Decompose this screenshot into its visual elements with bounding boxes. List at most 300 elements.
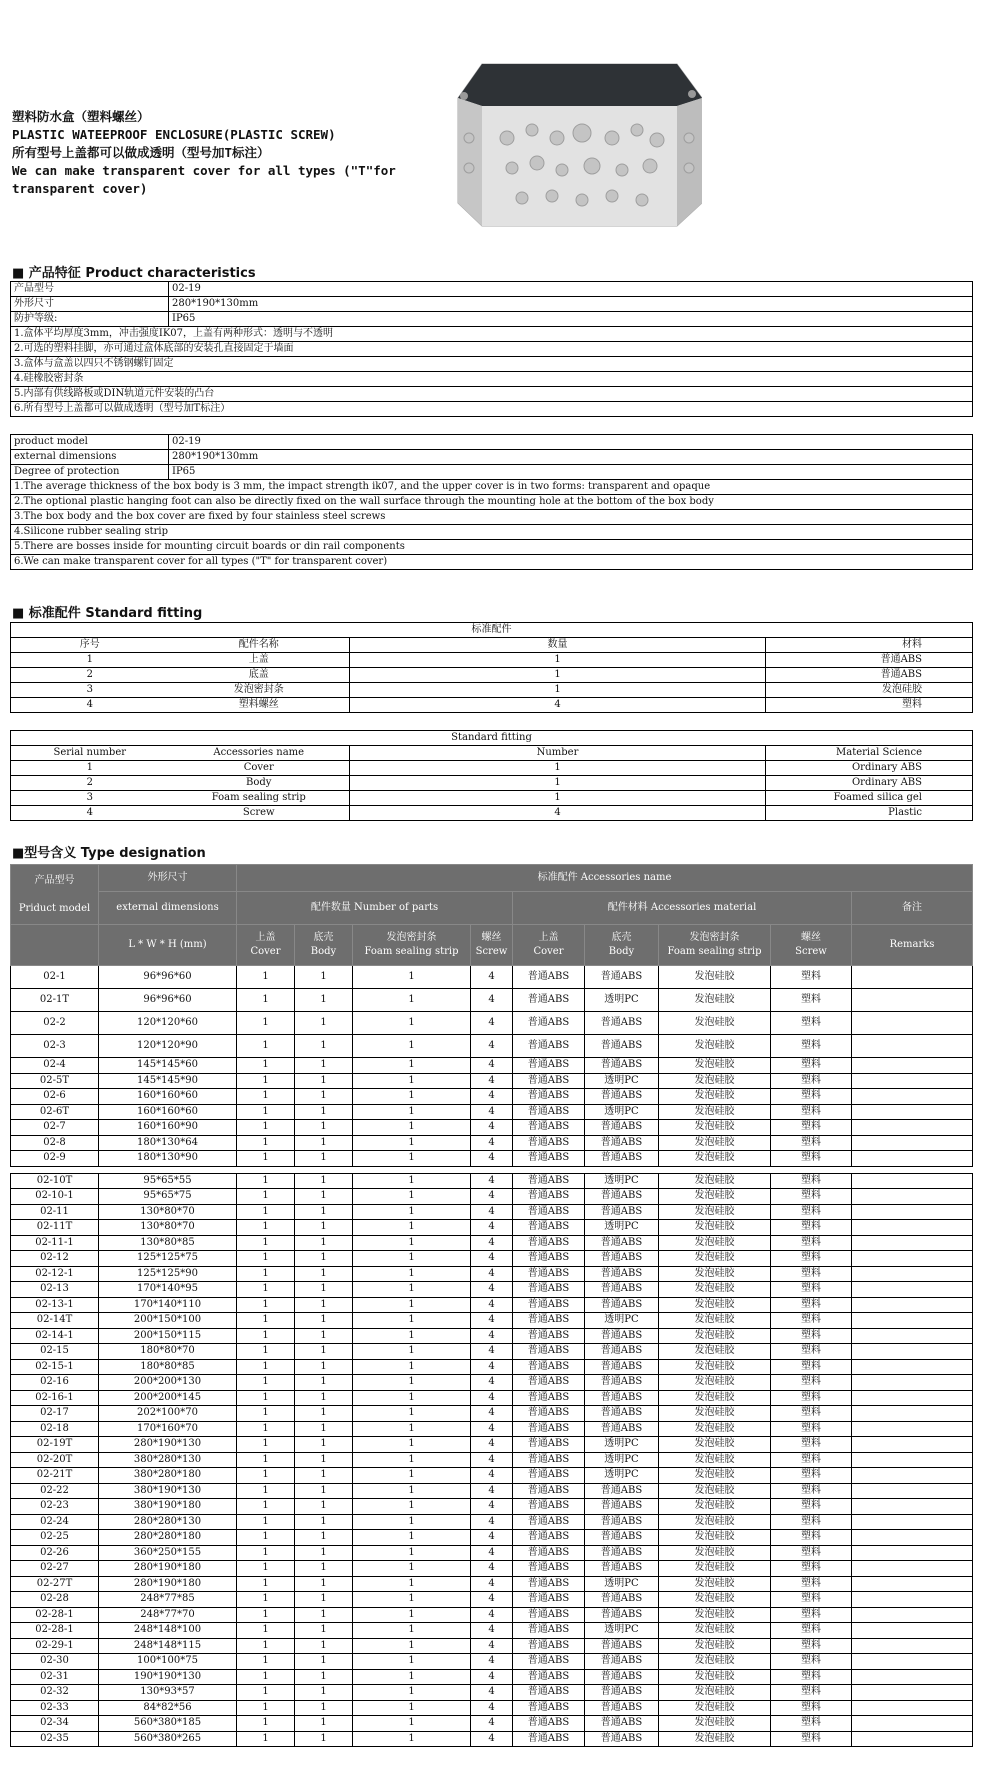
table-cell: 4 [471, 1452, 513, 1468]
table-cell: 4 [471, 1266, 513, 1282]
table-cell: 4 [471, 1359, 513, 1375]
table-row [11, 1607, 973, 1623]
fitting-table-title: Standard fitting [11, 731, 973, 746]
table-cell: 02-3 [11, 1035, 99, 1058]
table-cell: 02-11 [11, 1204, 99, 1220]
table-cell: 1 [353, 1173, 471, 1189]
header-dimensions-en: external dimensions [99, 892, 237, 925]
table-cell: 普通ABS [585, 1035, 659, 1058]
spec-row [11, 297, 973, 312]
table-cell: 发泡硅胶 [659, 1669, 771, 1685]
table-cell: 塑料 [771, 1669, 852, 1685]
table-cell: 发泡硅胶 [659, 1204, 771, 1220]
table-cell: 1 [237, 1235, 295, 1251]
table-cell: 1 [237, 1530, 295, 1546]
table-cell: 普通ABS [513, 1344, 585, 1360]
table-cell: 02-9 [11, 1151, 99, 1167]
table-cell: 4 [471, 1058, 513, 1074]
table-cell: 普通ABS [513, 1530, 585, 1546]
fitting-cell: 1 [350, 776, 766, 791]
header-subcolumn: 螺丝 Screw [471, 925, 513, 966]
fitting-header: 材料 [766, 638, 973, 653]
table-cell: 1 [353, 1235, 471, 1251]
table-cell: 145*145*90 [99, 1073, 237, 1089]
table-cell: 发泡硅胶 [659, 1623, 771, 1639]
table-cell: 1 [295, 1390, 353, 1406]
table-cell: 透明PC [585, 1173, 659, 1189]
table-cell: 1 [295, 1638, 353, 1654]
fitting-cell: 1 [11, 761, 169, 776]
table-cell: 1 [237, 1297, 295, 1313]
spec-value: 280*190*130mm [169, 450, 973, 465]
table-row [11, 1452, 973, 1468]
fitting-header: Accessories name [169, 746, 350, 761]
table-cell: 普通ABS [585, 1375, 659, 1391]
table-row [11, 1135, 973, 1151]
table-cell: 普通ABS [585, 1421, 659, 1437]
table-cell: 塑料 [771, 1282, 852, 1298]
table-cell: 120*120*60 [99, 1012, 237, 1035]
table-cell: 1 [237, 1120, 295, 1136]
table-cell: 塑料 [771, 1576, 852, 1592]
transparent-note-en-2: transparent cover) [12, 181, 148, 196]
table-cell: 普通ABS [585, 1607, 659, 1623]
table-cell: 塑料 [771, 1189, 852, 1205]
section-heading-characteristics: ■ 产品特征 Product characteristics [12, 266, 256, 281]
table-cell: 普通ABS [513, 1235, 585, 1251]
table-cell: 普通ABS [513, 1561, 585, 1577]
table-cell: 塑料 [771, 1073, 852, 1089]
table-cell: 4 [471, 1499, 513, 1515]
fitting-cell: 3 [11, 791, 169, 806]
fitting-row [11, 668, 973, 683]
table-cell: 1 [295, 1421, 353, 1437]
fitting-table-en [10, 730, 973, 821]
fitting-header: 数量 [350, 638, 766, 653]
table-cell: 普通ABS [513, 1173, 585, 1189]
table-cell: 1 [295, 1685, 353, 1701]
table-cell: 02-1T [11, 989, 99, 1012]
transparent-note-en-1: We can make transparent cover for all types ("T"for [12, 163, 396, 178]
table-cell: 塑料 [771, 1654, 852, 1670]
table-cell: 1 [353, 1282, 471, 1298]
table-cell: 1 [353, 1437, 471, 1453]
table-cell: 普通ABS [585, 1297, 659, 1313]
table-cell: 4 [471, 1576, 513, 1592]
table-cell: 1 [295, 1530, 353, 1546]
table-cell: 1 [237, 1452, 295, 1468]
table-cell: 1 [353, 1499, 471, 1515]
table-cell: 1 [353, 1313, 471, 1329]
table-cell: 发泡硅胶 [659, 1468, 771, 1484]
fitting-row [11, 698, 973, 713]
fitting-cell: Ordinary ABS [766, 761, 973, 776]
table-cell: 1 [353, 1731, 471, 1747]
table-cell: 4 [471, 1545, 513, 1561]
spec-note-row [11, 495, 973, 510]
table-cell: 1 [353, 1089, 471, 1105]
table-cell: 普通ABS [513, 1058, 585, 1074]
remarks-cell [852, 1592, 973, 1608]
table-cell: 1 [237, 1073, 295, 1089]
table-cell: 02-35 [11, 1731, 99, 1747]
table-cell: 4 [471, 1685, 513, 1701]
table-cell: 1 [237, 1035, 295, 1058]
fitting-cell: 1 [350, 683, 766, 698]
fitting-row [11, 761, 973, 776]
table-cell: 248*148*100 [99, 1623, 237, 1639]
spec-value: 02-19 [169, 435, 973, 450]
table-cell: 发泡硅胶 [659, 1173, 771, 1189]
remarks-cell [852, 1514, 973, 1530]
table-cell: 1 [295, 1035, 353, 1058]
spec-row [11, 282, 973, 297]
table-row [11, 1235, 973, 1251]
table-cell: 普通ABS [513, 1313, 585, 1329]
fitting-cell: Ordinary ABS [766, 776, 973, 791]
table-cell: 普通ABS [513, 1700, 585, 1716]
table-cell: 1 [353, 1592, 471, 1608]
table-row [11, 1669, 973, 1685]
table-cell: 普通ABS [585, 1089, 659, 1105]
table-cell: 发泡硅胶 [659, 1313, 771, 1329]
table-cell: 280*280*180 [99, 1530, 237, 1546]
table-cell: 1 [353, 1073, 471, 1089]
table-cell: 02-20T [11, 1452, 99, 1468]
table-cell: 发泡硅胶 [659, 1297, 771, 1313]
header-subcolumn: 发泡密封条 Foam sealing strip [659, 925, 771, 966]
table-row [11, 1406, 973, 1422]
table-cell: 1 [295, 1359, 353, 1375]
table-cell: 380*190*180 [99, 1499, 237, 1515]
table-cell: 塑料 [771, 1499, 852, 1515]
table-cell: 1 [295, 1089, 353, 1105]
table-cell: 1 [237, 1576, 295, 1592]
table-cell: 4 [471, 989, 513, 1012]
table-row [11, 1012, 973, 1035]
table-cell: 塑料 [771, 1731, 852, 1747]
table-cell: 普通ABS [585, 1251, 659, 1267]
table-cell: 透明PC [585, 1104, 659, 1120]
table-cell: 塑料 [771, 989, 852, 1012]
table-cell: 4 [471, 1731, 513, 1747]
table-cell: 普通ABS [513, 1576, 585, 1592]
table-cell: 塑料 [771, 1545, 852, 1561]
table-cell: 02-6 [11, 1089, 99, 1105]
remarks-cell [852, 1406, 973, 1422]
table-cell: 95*65*75 [99, 1189, 237, 1205]
table-cell: 普通ABS [585, 1189, 659, 1205]
table-cell: 4 [471, 1530, 513, 1546]
table-cell: 02-25 [11, 1530, 99, 1546]
table-cell: 1 [295, 1220, 353, 1236]
table-cell: 170*140*95 [99, 1282, 237, 1298]
spec-key: 产品型号 [11, 282, 169, 297]
table-cell: 1 [295, 966, 353, 989]
type-designation-table [10, 864, 973, 1747]
table-cell: 200*150*115 [99, 1328, 237, 1344]
fitting-cell: 普通ABS [766, 668, 973, 683]
table-cell: 170*140*110 [99, 1297, 237, 1313]
table-cell: 4 [471, 1012, 513, 1035]
table-cell: 普通ABS [513, 1375, 585, 1391]
table-row [11, 1313, 973, 1329]
remarks-cell [852, 1623, 973, 1639]
table-cell: 普通ABS [513, 1468, 585, 1484]
table-cell: 1 [353, 1561, 471, 1577]
table-cell: 普通ABS [513, 1592, 585, 1608]
table-cell: 4 [471, 1035, 513, 1058]
table-cell: 1 [237, 1561, 295, 1577]
table-cell: 发泡硅胶 [659, 1499, 771, 1515]
table-row [11, 1328, 973, 1344]
table-cell: 248*77*70 [99, 1607, 237, 1623]
table-cell: 1 [353, 1406, 471, 1422]
table-cell: 4 [471, 1483, 513, 1499]
table-cell: 200*150*100 [99, 1313, 237, 1329]
table-cell: 560*380*185 [99, 1716, 237, 1732]
remarks-cell [852, 1390, 973, 1406]
table-row [11, 1120, 973, 1136]
fitting-row [11, 791, 973, 806]
table-cell: 塑料 [771, 1120, 852, 1136]
table-cell: 发泡硅胶 [659, 1452, 771, 1468]
table-cell: 发泡硅胶 [659, 1189, 771, 1205]
table-cell: 02-28-1 [11, 1623, 99, 1639]
table-row [11, 1623, 973, 1639]
spec-note-row [11, 327, 973, 342]
table-cell: 1 [353, 1452, 471, 1468]
fitting-cell: Plastic [766, 806, 973, 821]
table-cell: 普通ABS [513, 1638, 585, 1654]
table-cell: 4 [471, 1514, 513, 1530]
header-subcolumn: 上盖 Cover [237, 925, 295, 966]
table-cell: 02-4 [11, 1058, 99, 1074]
table-cell: 普通ABS [513, 1282, 585, 1298]
table-cell: 1 [237, 1623, 295, 1639]
table-cell: 塑料 [771, 1592, 852, 1608]
remarks-cell [852, 1437, 973, 1453]
table-cell: 普通ABS [585, 1530, 659, 1546]
table-cell: 普通ABS [513, 1685, 585, 1701]
header-subcolumn: 螺丝 Screw [771, 925, 852, 966]
table-cell: 塑料 [771, 1716, 852, 1732]
table-cell: 塑料 [771, 1406, 852, 1422]
table-cell: 1 [353, 1607, 471, 1623]
table-cell: 02-28-1 [11, 1607, 99, 1623]
table-cell: 普通ABS [585, 1151, 659, 1167]
table-cell: 普通ABS [585, 1638, 659, 1654]
table-cell: 1 [237, 1266, 295, 1282]
table-cell: 1 [295, 1297, 353, 1313]
table-cell: 02-12 [11, 1251, 99, 1267]
spec-note: 5.There are bosses inside for mounting circuit boards or din rail components [11, 540, 973, 555]
table-cell: 1 [237, 1716, 295, 1732]
table-cell: 发泡硅胶 [659, 1421, 771, 1437]
table-cell: 1 [353, 1204, 471, 1220]
table-cell: 4 [471, 1669, 513, 1685]
table-cell: 塑料 [771, 1313, 852, 1329]
table-cell: 1 [353, 1151, 471, 1167]
fitting-cell: 1 [350, 791, 766, 806]
remarks-cell [852, 1576, 973, 1592]
table-cell: 透明PC [585, 1437, 659, 1453]
remarks-cell [852, 1700, 973, 1716]
table-cell: 普通ABS [585, 1390, 659, 1406]
table-cell: 普通ABS [585, 1592, 659, 1608]
spec-value: IP65 [169, 465, 973, 480]
table-cell: 4 [471, 1716, 513, 1732]
table-cell: 02-21T [11, 1468, 99, 1484]
header-remarks: Remarks [852, 925, 973, 966]
table-cell: 1 [237, 989, 295, 1012]
fitting-cell: 1 [350, 668, 766, 683]
table-row [11, 1654, 973, 1670]
remarks-cell [852, 1282, 973, 1298]
table-cell: 普通ABS [513, 1189, 585, 1205]
remarks-cell [852, 1561, 973, 1577]
table-cell: 普通ABS [513, 1545, 585, 1561]
table-cell: 塑料 [771, 1058, 852, 1074]
table-cell: 4 [471, 966, 513, 989]
table-cell: 普通ABS [513, 1359, 585, 1375]
table-cell: 180*130*90 [99, 1151, 237, 1167]
table-cell: 4 [471, 1313, 513, 1329]
table-cell: 02-16 [11, 1375, 99, 1391]
table-cell: 普通ABS [585, 1344, 659, 1360]
table-cell: 塑料 [771, 1561, 852, 1577]
header-accessories: 标准配件 Accessories name [237, 865, 973, 892]
spec-key: 外形尺寸 [11, 297, 169, 312]
table-cell: 1 [353, 1375, 471, 1391]
remarks-cell [852, 1654, 973, 1670]
table-cell: 02-10-1 [11, 1189, 99, 1205]
spec-row [11, 465, 973, 480]
table-cell: 4 [471, 1204, 513, 1220]
table-cell: 380*280*180 [99, 1468, 237, 1484]
table-cell: 发泡硅胶 [659, 1561, 771, 1577]
table-cell: 塑料 [771, 1089, 852, 1105]
table-cell: 130*80*70 [99, 1220, 237, 1236]
table-cell: 塑料 [771, 1173, 852, 1189]
table-cell: 1 [353, 1421, 471, 1437]
table-cell: 塑料 [771, 1700, 852, 1716]
remarks-cell [852, 1012, 973, 1035]
table-cell: 普通ABS [513, 1151, 585, 1167]
table-cell: 塑料 [771, 1530, 852, 1546]
table-cell: 1 [237, 1058, 295, 1074]
spec-value: 280*190*130mm [169, 297, 973, 312]
table-cell: 1 [353, 1120, 471, 1136]
spec-row [11, 450, 973, 465]
table-row [11, 989, 973, 1012]
remarks-cell [852, 1173, 973, 1189]
table-cell: 普通ABS [513, 1483, 585, 1499]
header-dimensions-unit: L * W * H (mm) [99, 925, 237, 966]
remarks-cell [852, 966, 973, 989]
table-cell: 塑料 [771, 1104, 852, 1120]
table-cell: 普通ABS [513, 1135, 585, 1151]
table-cell: 塑料 [771, 1437, 852, 1453]
remarks-cell [852, 1220, 973, 1236]
table-cell: 普通ABS [513, 1073, 585, 1089]
table-cell: 普通ABS [585, 1700, 659, 1716]
table-cell: 02-29-1 [11, 1638, 99, 1654]
spec-row [11, 312, 973, 327]
table-cell: 1 [295, 1135, 353, 1151]
spec-key: external dimensions [11, 450, 169, 465]
table-cell: 200*200*145 [99, 1390, 237, 1406]
table-row [11, 1104, 973, 1120]
remarks-cell [852, 1204, 973, 1220]
table-cell: 1 [295, 1235, 353, 1251]
spec-note-row [11, 480, 973, 495]
table-row [11, 1220, 973, 1236]
table-cell: 120*120*90 [99, 1035, 237, 1058]
spec-note-row [11, 510, 973, 525]
spec-note-row [11, 540, 973, 555]
table-cell: 180*130*64 [99, 1135, 237, 1151]
table-cell: 塑料 [771, 1421, 852, 1437]
table-cell: 190*190*130 [99, 1669, 237, 1685]
table-cell: 1 [237, 1685, 295, 1701]
remarks-cell [852, 1685, 973, 1701]
remarks-cell [852, 1669, 973, 1685]
table-cell: 发泡硅胶 [659, 1375, 771, 1391]
table-cell: 普通ABS [513, 989, 585, 1012]
table-cell: 248*77*85 [99, 1592, 237, 1608]
table-cell: 1 [353, 1220, 471, 1236]
table-cell: 160*160*60 [99, 1104, 237, 1120]
table-cell: 1 [295, 1514, 353, 1530]
table-cell: 塑料 [771, 1623, 852, 1639]
header-number-of-parts: 配件数量 Number of parts [237, 892, 513, 925]
remarks-cell [852, 1344, 973, 1360]
table-cell: 4 [471, 1437, 513, 1453]
spec-note: 3.The box body and the box cover are fixed by four stainless steel screws [11, 510, 973, 525]
table-cell: 02-23 [11, 1499, 99, 1515]
table-row [11, 1530, 973, 1546]
remarks-cell [852, 1499, 973, 1515]
table-cell: 普通ABS [585, 1685, 659, 1701]
table-cell: 1 [353, 1654, 471, 1670]
table-cell: 普通ABS [513, 1716, 585, 1732]
remarks-cell [852, 1104, 973, 1120]
table-cell: 发泡硅胶 [659, 1592, 771, 1608]
table-cell: 02-32 [11, 1685, 99, 1701]
table-cell: 4 [471, 1073, 513, 1089]
table-cell: 1 [295, 1716, 353, 1732]
table-row [11, 1716, 973, 1732]
table-cell: 1 [237, 1499, 295, 1515]
table-cell: 1 [295, 1452, 353, 1468]
fitting-cell: 4 [350, 698, 766, 713]
table-cell: 发泡硅胶 [659, 1716, 771, 1732]
table-cell: 透明PC [585, 1623, 659, 1639]
table-cell: 02-7 [11, 1120, 99, 1136]
table-cell: 02-2 [11, 1012, 99, 1035]
table-cell: 普通ABS [585, 1058, 659, 1074]
table-cell: 1 [353, 1669, 471, 1685]
table-cell: 普通ABS [513, 1204, 585, 1220]
table-cell: 发泡硅胶 [659, 1235, 771, 1251]
table-cell: 1 [353, 1328, 471, 1344]
spec-note: 4.Silicone rubber sealing strip [11, 525, 973, 540]
table-cell: 1 [237, 1669, 295, 1685]
table-cell: 塑料 [771, 1607, 852, 1623]
table-cell: 4 [471, 1120, 513, 1136]
table-cell: 发泡硅胶 [659, 1251, 771, 1267]
